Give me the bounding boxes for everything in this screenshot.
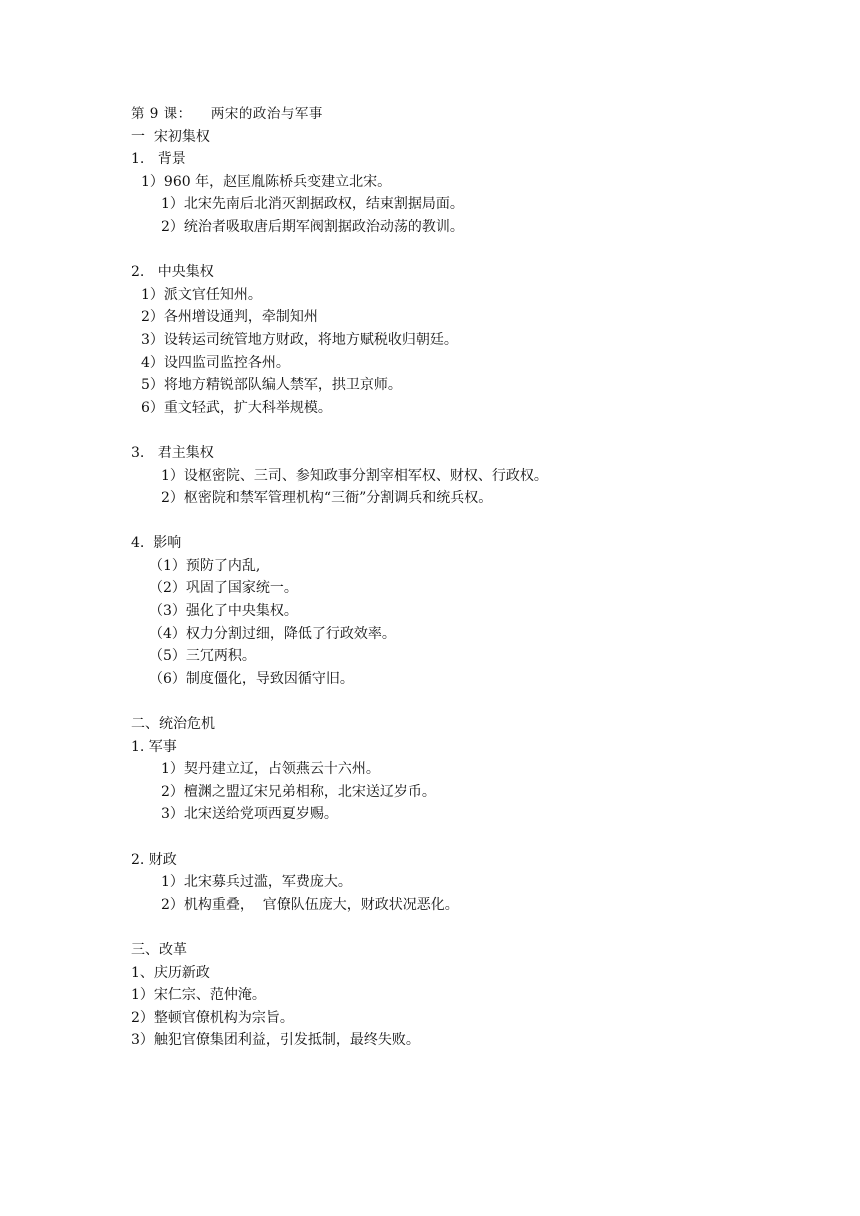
text-line: 1）北宋先南后北消灭割据政权，结束割据局面。 bbox=[161, 196, 464, 213]
text-line: 1）派文官任知州。 bbox=[141, 286, 262, 303]
text-line: （3）强化了中央集权。 bbox=[149, 603, 298, 620]
text-line: 3）设转运司统管地方财政，将地方赋税收归朝廷。 bbox=[141, 331, 458, 348]
text-line: 3）北宋送给党项西夏岁赐。 bbox=[161, 806, 338, 823]
text-line: 4. 影响 bbox=[131, 535, 182, 552]
blank-line bbox=[131, 239, 811, 262]
text-line: 1）契丹建立辽，占领燕云十六州。 bbox=[161, 761, 380, 778]
text-line: 1）960 年，赵匡胤陈桥兵变建立北宋。 bbox=[141, 173, 392, 190]
text-line: 1. 军事 bbox=[131, 738, 177, 755]
text-line: 4）设四监司监控各州。 bbox=[141, 354, 290, 371]
text-line: 2）各州增设通判，牵制知州 bbox=[141, 309, 318, 326]
text-line: （2）巩固了国家统一。 bbox=[149, 580, 298, 597]
text-line: 5）将地方精锐部队编人禁军，拱卫京师。 bbox=[141, 377, 402, 394]
text-line: 二、统治危机 bbox=[131, 716, 215, 733]
text-line: （5）三冗两积。 bbox=[149, 648, 256, 665]
blank-line bbox=[131, 916, 811, 939]
text-line: 2）檀渊之盟辽宋兄弟相称，北宋送辽岁币。 bbox=[161, 783, 436, 800]
blank-line bbox=[131, 419, 811, 442]
text-line: （1）预防了内乱, bbox=[149, 557, 261, 574]
text-line: 2）统治者吸取唐后期军阀割据政治动荡的教训。 bbox=[161, 218, 464, 235]
blank-line bbox=[131, 510, 811, 533]
text-line: 2. 中央集权 bbox=[131, 264, 214, 281]
text-line: 2）机构重叠， 官僚队伍庞大，财政状况恶化。 bbox=[161, 896, 459, 913]
text-line: 1）宋仁宗、范仲淹。 bbox=[131, 987, 266, 1004]
text-line: 1）设枢密院、三司、参知政事分割宰相军权、财权、行政权。 bbox=[161, 467, 548, 484]
text-line: 3）触犯官僚集团利益，引发抵制，最终失败。 bbox=[131, 1032, 420, 1049]
blank-line bbox=[131, 826, 811, 849]
text-line: 1. 背景 bbox=[131, 151, 186, 168]
text-line: 2）枢密院和禁军管理机构“三衙”分割调兵和统兵权。 bbox=[161, 490, 493, 507]
text-line: 6）重文轻武，扩大科举规模。 bbox=[141, 399, 332, 416]
text-line: （4）权力分割过细，降低了行政效率。 bbox=[149, 625, 396, 642]
text-line: 3. 君主集权 bbox=[131, 444, 214, 461]
blank-line bbox=[131, 690, 811, 713]
text-line: 2）整顿官僚机构为宗旨。 bbox=[131, 1009, 294, 1026]
text-line: 1）北宋募兵过滥，军费庞大。 bbox=[161, 874, 352, 891]
document-title: 第 9 课： 两宋的政治与军事 bbox=[131, 106, 323, 122]
document-body bbox=[131, 103, 811, 1052]
text-line: 1、庆历新政 bbox=[131, 964, 210, 981]
text-line: 三、改革 bbox=[131, 941, 187, 958]
text-line: （6）制度僵化，导致因循守旧。 bbox=[149, 670, 354, 687]
text-line: 一 宋初集权 bbox=[131, 128, 210, 145]
text-line: 2. 财政 bbox=[131, 851, 177, 868]
